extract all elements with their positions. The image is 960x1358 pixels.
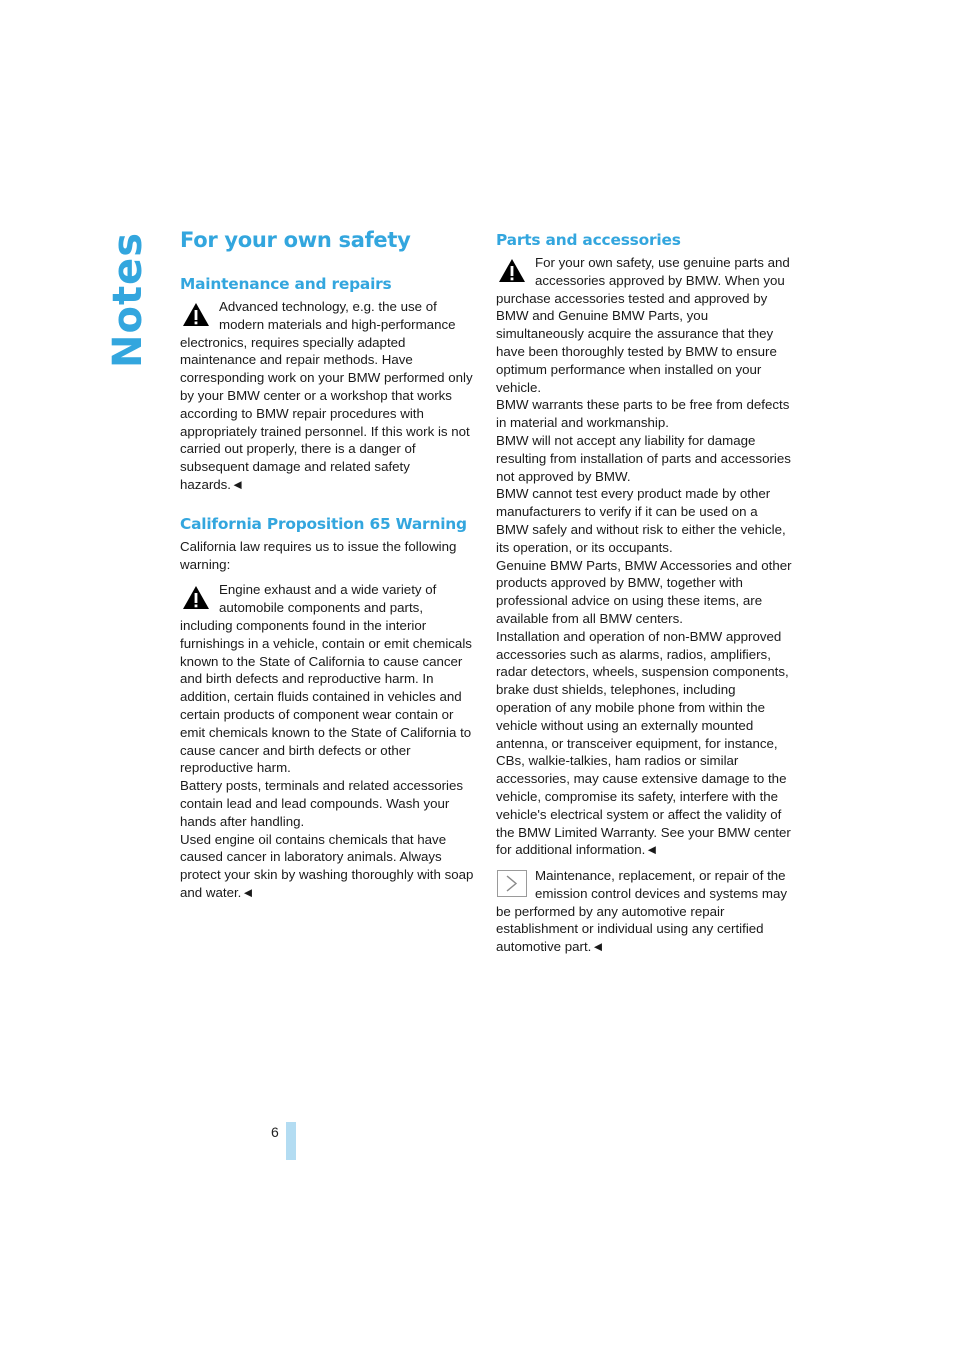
parts-paragraph-non-bmw: Installation and operation of non-BMW approved accessories such as alarms, radios, amplifiers, radar detectors, wheels, suspension components, brake dust shields, telephones, including operation of any mobile phone from within the vehicle without using an externally mounted antenna, or transceiver equipment, for instance, CBs, walkie-talkies, ham radios or similar accessories, may cause extensive damage to the vehicle, compromise its safety, interfere with the vehicle's electrical system or affect the validity of the BMW Limited Warranty. See your BMW center for additional information.◄ xyxy=(496,628,791,858)
left-column xyxy=(180,226,476,922)
parts-warning-note xyxy=(496,254,792,396)
parts-warning-text: For your own safety, use genuine parts and accessories approved by BMW. When you purchase accessories tested and approved by BMW and Genuine BMW Parts, you simultaneously acquire the assurance that they have been thoroughly tested by BMW to ensure optimum performance when installed on your vehicle. xyxy=(496,255,790,395)
parts-paragraph-liability: BMW will not accept any liability for damage resulting from installation of parts and accessories not approved by BMW. xyxy=(496,432,791,484)
parts-paragraph-warranty: BMW warrants these parts to be free from defects in material and workmanship. xyxy=(496,397,790,431)
california-intro: California law requires us to issue the following warning: xyxy=(180,538,457,572)
page-title: For your own safety xyxy=(180,228,411,252)
maintenance-heading: Maintenance and repairs xyxy=(180,275,392,293)
california-warning-note xyxy=(180,581,476,777)
side-section-label: Notes xyxy=(105,232,151,369)
warning-triangle-icon xyxy=(181,584,211,611)
warning-triangle-icon xyxy=(181,301,211,328)
page-number: 6 xyxy=(271,1124,279,1140)
parts-paragraph-genuine: Genuine BMW Parts, BMW Accessories and other products approved by BMW, together with professional advice on using these items, are available from all BMW centers. xyxy=(496,557,792,626)
california-warning-text: Engine exhaust and a wide variety of automobile components and parts, including components found in the interior furnishings in a vehicle, contain or emit chemicals known to the State of California to cause cancer and birth defects and reproductive harm. In addition, certain fluids contained in vehicles and certain products of component wear contain or emit chemicals known to the State of California to cause cancer and birth defects or other reproductive harm. xyxy=(180,582,472,776)
parts-paragraph-testing: BMW cannot test every product made by other manufacturers to verify if it can be used on a BMW safely and without risk to either the vehicle, its operation, or its occupants. xyxy=(496,486,786,555)
oil-paragraph: Used engine oil contains chemicals that have caused cancer in laboratory animals. Always protect your skin by washing thoroughly with soap and water.◄ xyxy=(180,831,474,900)
warning-triangle-icon xyxy=(497,257,527,284)
california-section xyxy=(180,514,476,902)
battery-paragraph: Battery posts, terminals and related accessories contain lead and lead compounds. Wash your hands after handling. xyxy=(180,778,464,829)
emission-note-text: Maintenance, replacement, or repair of the emission control devices and systems may be performed by any automotive repair establishment or individual using any certified automotive part.◄ xyxy=(496,868,787,955)
california-heading: California Proposition 65 Warning xyxy=(180,514,467,533)
maintenance-warning-text: Advanced technology, e.g. the use of modern materials and high-performance electronics, requires specially adapted maintenance and repair methods. Have corresponding work on your BMW performed only by your BMW center or a workshop that works according to BMW repair procedures with appropriately trained personnel. If this work is not carried out properly, there is a danger of subsequent damage and related safety hazards.◄ xyxy=(180,299,473,492)
note-arrow-icon xyxy=(497,870,527,897)
maintenance-warning-note xyxy=(180,298,476,494)
emission-note xyxy=(496,867,792,956)
page-bar xyxy=(286,1122,296,1160)
right-column xyxy=(496,230,792,962)
maintenance-section xyxy=(180,274,476,494)
parts-heading: Parts and accessories xyxy=(496,231,681,249)
